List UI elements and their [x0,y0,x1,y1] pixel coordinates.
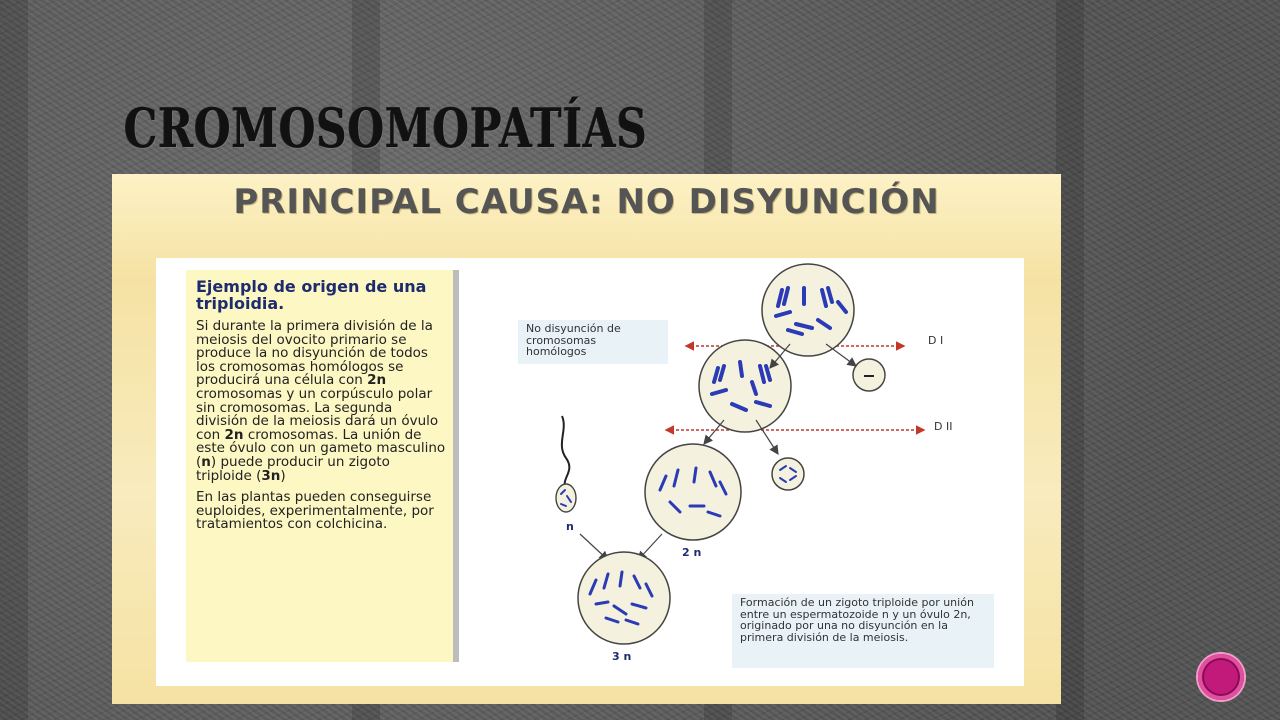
explanation-paragraph-plants: En las plantas pueden conseguirse euploides, experimentalmente, por tratamientos con colchicina. [196,489,434,533]
figure-panel [156,258,1024,686]
polar-body-d2 [772,458,804,490]
cell-ovum-2n [645,444,741,540]
note-triploid-formation: Formación de un zigoto triploide por unión entre un espermatozoide n y un óvulo 2n, originado por una no disyunción en la primera división de la meiosis. [732,594,994,668]
arrow-to-ovum [704,420,724,444]
explanation-paragraph: Si durante la primera división de la meiosis del ovocito primario se produce la no disyunción de todos los cromosomas homólogos se producirá una célula con 2n cromosomas y un corpúsculo polar sin cromosomas. La segunda división de la meiosis dará un óvulo con 2n cromosomas. La unión de este óvulo con un gameto masculino (n) puede producir un zigoto triploide (3n) [196,318,446,484]
explanation-heading: Ejemplo de origen de una triploidia. [196,277,427,313]
label-d1: D I [928,334,944,347]
label-2n: 2 n [682,546,702,559]
sperm-cell-n [556,416,576,512]
next-slide-icon[interactable] [1198,654,1244,700]
banner-title: PRINCIPAL CAUSA: NO DISYUNCIÓN [233,182,940,222]
cell-d1-2n [699,340,791,432]
meiosis-diagram [156,258,1024,686]
cell-initial-2n [762,264,854,356]
arrow-to-polar-body [826,344,856,366]
polar-body-empty [853,359,885,391]
note-nondisjunction: No disyunción de cromosomas homólogos [518,320,668,364]
slide-image [112,174,1061,704]
label-3n: 3 n [612,650,632,663]
label-n: n [566,520,574,533]
slide-title: CROMOSOMOPATÍAS [124,96,648,160]
zygote-3n [578,552,670,644]
label-d2: D II [934,420,953,433]
